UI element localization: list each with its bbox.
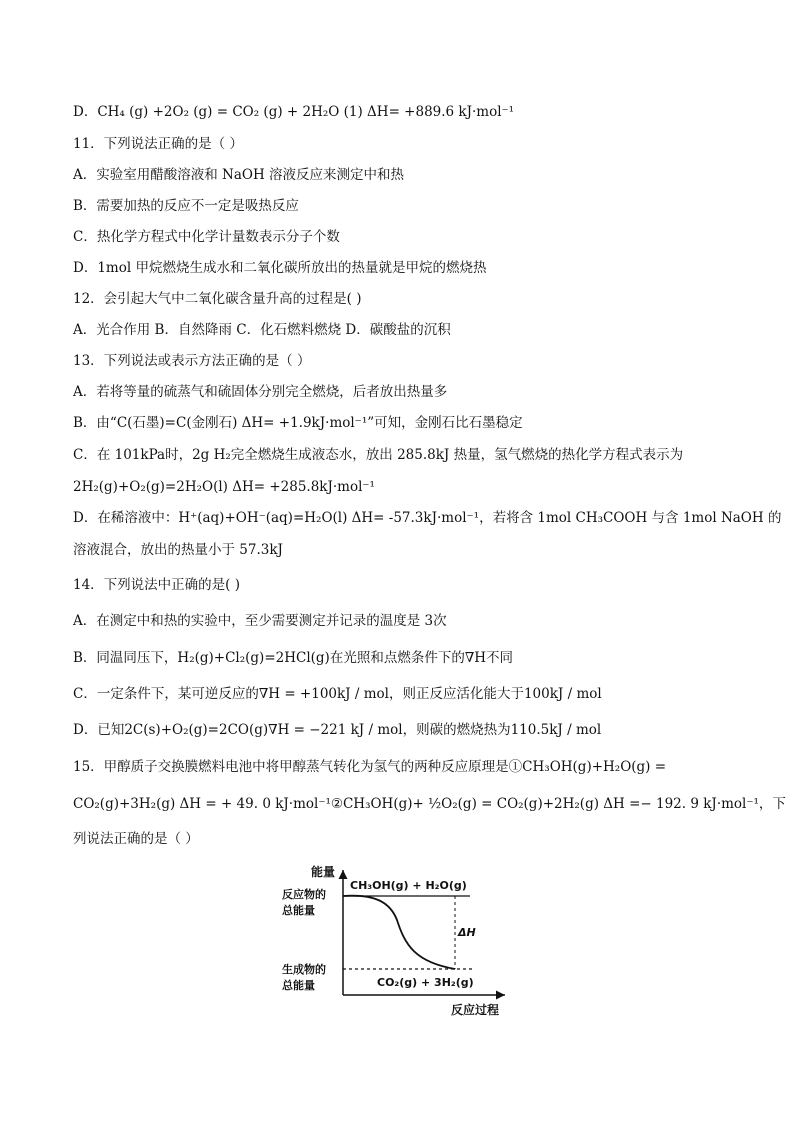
question-14-stem: 14．下列说法中正确的是( ) (73, 577, 241, 593)
y-axis-label: 能量 (311, 865, 336, 879)
question-15-stem: 15．甲醇质子交换膜燃料电池中将甲醇蒸气转化为氢气的两种反应原理是①CH₃OH(g)+H₂O(g) = (73, 759, 667, 775)
product-label: 生成物的 (282, 963, 326, 976)
text-line: 2H₂(g)+O₂(g)=2H₂O(l) ΔH= +285.8kJ·mol⁻¹ (73, 479, 375, 495)
text-line: A．若将等量的硫蒸气和硫固体分别完全燃烧，后者放出热量多 (73, 384, 448, 400)
text-line: D．在稀溶液中：H⁺(aq)+OH⁻(aq)=H₂O(l) ΔH= -57.3kJ·mol⁻¹，若将含 1mol CH₃COOH 与含 1mol NaOH 的 (73, 510, 782, 526)
question-11-stem: 11．下列说法正确的是（ ） (73, 136, 243, 152)
energy-curve (343, 896, 455, 969)
energy-diagram (280, 860, 520, 1025)
product-label: 总能量 (282, 979, 315, 992)
text-line: D．CH₄ (g) +2O₂ (g) = CO₂ (g) + 2H₂O (1) ΔH= +889.6 kJ·mol⁻¹ (73, 104, 515, 120)
text-line: A．光合作用 B．自然降雨 C．化石燃料燃烧 D．碳酸盐的沉积 (73, 322, 451, 338)
text-line: B．需要加热的反应不一定是吸热反应 (73, 198, 299, 214)
text-line: C．一定条件下，某可逆反应的∇H = +100kJ / mol，则正反应活化能大于100kJ / mol (73, 686, 602, 702)
text-line: C．在 101kPa时，2g H₂完全燃烧生成液态水，放出 285.8kJ 热量，氢气燃烧的热化学方程式表示为 (73, 447, 684, 463)
text-line: CO₂(g)+3H₂(g) ΔH = + 49. 0 kJ·mol⁻¹②CH₃OH(g)+ ½O₂(g) = CO₂(g)+2H₂(g) ΔH =− 192. 9 kJ·mol⁻¹，下 (73, 796, 786, 812)
reactant-species: CH₃OH(g) + H₂O(g) (350, 879, 467, 892)
reactant-label: 总能量 (282, 904, 315, 917)
reactant-label: 反应物的 (282, 888, 326, 901)
text-line: 溶液混合，放出的热量小于 57.3kJ (73, 542, 283, 558)
x-axis-label: 反应过程 (451, 1003, 500, 1017)
delta-h-label: ΔH (458, 926, 476, 939)
text-line: D．1mol 甲烷燃烧生成水和二氧化碳所放出的热量就是甲烷的燃烧热 (73, 260, 487, 276)
question-12-stem: 12．会引起大气中二氧化碳含量升高的过程是( ) (73, 291, 362, 307)
text-line: B．同温同压下，H₂(g)+Cl₂(g)=2HCl(g)在光照和点燃条件下的∇H不同 (73, 650, 514, 666)
question-13-stem: 13．下列说法或表示方法正确的是（ ） (73, 353, 311, 369)
text-line: 列说法正确的是（ ） (73, 831, 199, 847)
text-line: A．在测定中和热的实验中，至少需要测定并记录的温度是 3次 (73, 613, 447, 629)
product-species: CO₂(g) + 3H₂(g) (377, 976, 474, 989)
text-line: A．实验室用醋酸溶液和 NaOH 溶液反应来测定中和热 (73, 167, 405, 183)
text-line: C．热化学方程式中化学计量数表示分子个数 (73, 229, 340, 245)
text-line: B．由“C(石墨)=C(金刚石) ΔH= +1.9kJ·mol⁻¹”可知，金刚石比石墨稳定 (73, 415, 523, 431)
text-line: D．已知2C(s)+O₂(g)=2CO(g)∇H = −221 kJ / mol，则碳的燃烧热为110.5kJ / mol (73, 722, 602, 738)
